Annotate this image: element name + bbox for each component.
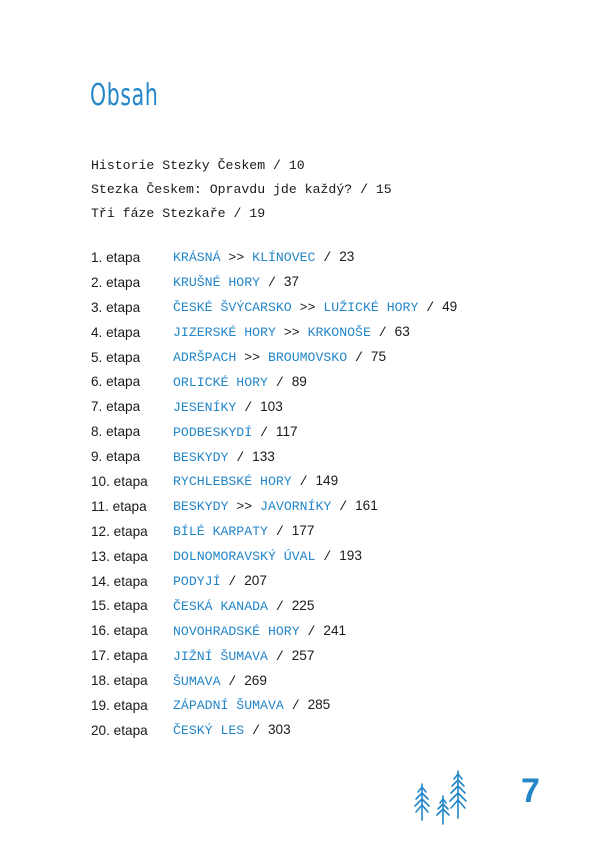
place-name: KRÁSNÁ	[173, 250, 221, 266]
stage-entry	[173, 548, 362, 564]
stage-page-number: 207	[244, 573, 267, 589]
stage-entry	[173, 697, 330, 713]
place-name: BESKYDY	[173, 449, 229, 465]
place-name: JESENÍKY	[173, 399, 237, 415]
stage-page-number: 303	[268, 722, 291, 738]
toc-row[interactable]	[91, 643, 457, 668]
toc-row[interactable]	[91, 369, 457, 394]
route-separator: >>	[236, 499, 253, 515]
stage-page-number: 225	[291, 597, 315, 613]
page-divider: /	[307, 623, 316, 639]
stage-page-number: 117	[275, 423, 298, 439]
stage-entry	[173, 673, 267, 689]
toc-row[interactable]	[91, 544, 457, 569]
route-separator: >>	[244, 350, 261, 365]
route-separator: >>	[228, 250, 245, 266]
stage-entry	[173, 648, 314, 664]
stage-entry	[173, 573, 267, 589]
toc-row[interactable]	[91, 519, 457, 544]
page-divider: /	[339, 499, 348, 515]
stage-page-number: 241	[323, 622, 347, 638]
page-title: Obsah	[90, 78, 159, 113]
stage-entry	[173, 473, 338, 489]
place-name: JAVORNÍKY	[260, 499, 332, 515]
stage-label: 13. etapa	[91, 548, 148, 564]
place-name: LUŽICKÉ HORY	[323, 300, 419, 316]
page-divider: /	[426, 300, 435, 316]
place-name: BESKYDY	[173, 499, 229, 515]
stage-entry	[173, 399, 283, 415]
toc-row[interactable]	[91, 718, 457, 743]
place-name: BÍLÉ KARPATY	[173, 524, 268, 540]
stage-label: 19. etapa	[91, 697, 148, 713]
stage-page-number: 133	[252, 448, 275, 464]
stage-entry	[173, 498, 378, 514]
place-name: ADRŠPACH	[173, 350, 237, 365]
stage-label: 14. etapa	[91, 573, 148, 589]
toc-row[interactable]	[91, 593, 457, 618]
page-divider: /	[275, 524, 284, 540]
place-name: ZÁPADNÍ ŠUMAVA	[173, 698, 284, 714]
stage-entry	[173, 598, 314, 614]
place-name: KRUŠNÉ HORY	[173, 275, 261, 291]
stage-entry	[173, 249, 354, 265]
place-name: ČESKÁ KANADA	[173, 598, 268, 614]
stage-page-number: 269	[244, 672, 267, 688]
place-name: ORLICKÉ HORY	[173, 374, 268, 390]
stage-label: 20. etapa	[91, 722, 148, 738]
stage-page-number: 23	[339, 249, 355, 265]
route-separator: >>	[299, 300, 316, 316]
pine-tree-icon	[450, 771, 466, 818]
pine-tree-icon	[437, 796, 449, 824]
page-divider: /	[244, 399, 253, 415]
stage-label: 18. etapa	[91, 673, 148, 689]
toc-row[interactable]	[91, 569, 457, 594]
stage-entry	[173, 324, 410, 340]
stage-page-number: 257	[291, 647, 315, 663]
stage-page-number: 49	[442, 299, 458, 315]
stage-page-number: 193	[339, 548, 362, 564]
stage-page-number: 285	[307, 697, 331, 713]
stage-label: 17. etapa	[91, 648, 148, 664]
place-name: RYCHLEBSKÉ HORY	[173, 474, 292, 490]
toc-row[interactable]	[91, 668, 457, 693]
stage-label: 6. etapa	[91, 374, 141, 390]
stage-label: 10. etapa	[91, 473, 148, 489]
toc-row[interactable]	[91, 444, 457, 469]
page-number: 7	[521, 772, 540, 810]
stage-entry	[173, 722, 291, 738]
intro-item[interactable]: Tři fáze Stezkaře / 19	[91, 206, 266, 221]
toc-row[interactable]	[91, 494, 457, 519]
page-divider: /	[323, 250, 332, 266]
stage-entry	[173, 274, 299, 290]
stage-entry	[173, 523, 314, 539]
stage-page-number: 63	[394, 324, 410, 340]
stage-page-number: 177	[291, 523, 315, 539]
place-name: PODYJÍ	[173, 574, 221, 590]
stage-entry	[173, 623, 346, 639]
page-divider: /	[275, 648, 284, 664]
toc-row[interactable]	[91, 270, 457, 295]
toc-row[interactable]	[91, 295, 457, 320]
stage-entry	[173, 349, 386, 365]
page-divider: /	[299, 474, 308, 490]
stage-label: 11. etapa	[91, 498, 147, 514]
stage-page-number: 37	[283, 274, 299, 290]
place-name: NOVOHRADSKÉ HORY	[173, 623, 300, 639]
place-name: KLÍNOVEC	[252, 250, 316, 266]
stage-label: 3. etapa	[91, 299, 141, 315]
toc-row[interactable]	[91, 394, 457, 419]
toc-row[interactable]	[91, 320, 457, 345]
intro-item[interactable]: Stezka Českem: Opravdu jde každý? / 15	[91, 182, 392, 197]
page-divider: /	[252, 723, 261, 739]
pine-tree-icon	[415, 784, 429, 820]
stage-page-number: 75	[370, 349, 387, 364]
toc-row[interactable]	[91, 345, 457, 370]
page-divider: /	[355, 350, 363, 365]
stage-page-number: 161	[355, 498, 378, 514]
pine-trees-icon	[413, 768, 469, 826]
stage-page-number: 149	[315, 473, 339, 489]
toc-row[interactable]	[91, 245, 457, 270]
stage-entry	[173, 374, 307, 390]
page-divider: /	[236, 449, 245, 465]
place-name: PODBESKYDÍ	[173, 424, 253, 440]
page-divider: /	[275, 598, 284, 614]
page-divider: /	[267, 275, 276, 291]
place-name: JIZERSKÉ HORY	[173, 325, 276, 341]
stage-entry	[173, 449, 275, 465]
stage-label: 9. etapa	[91, 449, 141, 465]
stage-label: 5. etapa	[91, 349, 141, 365]
stage-entry	[173, 424, 298, 440]
intro-list	[91, 154, 392, 226]
toc-row[interactable]	[91, 469, 457, 494]
page-divider: /	[378, 325, 387, 341]
place-name: ŠUMAVA	[173, 673, 221, 689]
page-divider: /	[260, 424, 268, 440]
stage-label: 4. etapa	[91, 324, 141, 340]
stage-label: 2. etapa	[91, 274, 141, 290]
page-divider: /	[291, 698, 300, 714]
place-name: BROUMOVSKO	[267, 350, 348, 365]
stage-entry	[173, 299, 457, 315]
stage-label: 12. etapa	[91, 523, 148, 539]
page-divider: /	[275, 374, 284, 390]
page-divider: /	[228, 673, 237, 689]
route-separator: >>	[283, 325, 300, 341]
intro-item[interactable]: Historie Stezky Českem / 10	[91, 158, 305, 173]
toc-row[interactable]	[91, 419, 457, 444]
stage-page-number: 89	[291, 373, 307, 389]
stage-list	[91, 245, 457, 743]
page-divider: /	[323, 549, 332, 565]
stage-label: 15. etapa	[91, 598, 148, 614]
stage-label: 1. etapa	[91, 249, 141, 265]
place-name: DOLNOMORAVSKÝ ÚVAL	[173, 549, 316, 565]
toc-row[interactable]	[91, 693, 457, 718]
stage-label: 7. etapa	[91, 399, 141, 415]
stage-page-number: 103	[260, 398, 283, 414]
place-name: ČESKÝ LES	[173, 723, 245, 739]
stage-label: 16. etapa	[91, 623, 148, 639]
toc-row[interactable]	[91, 618, 457, 643]
stage-label: 8. etapa	[91, 424, 141, 440]
place-name: ČESKÉ ŠVÝCARSKO	[173, 300, 292, 316]
page-divider: /	[228, 574, 237, 590]
place-name: JIŽNÍ ŠUMAVA	[173, 648, 268, 664]
place-name: KRKONOŠE	[307, 325, 371, 341]
